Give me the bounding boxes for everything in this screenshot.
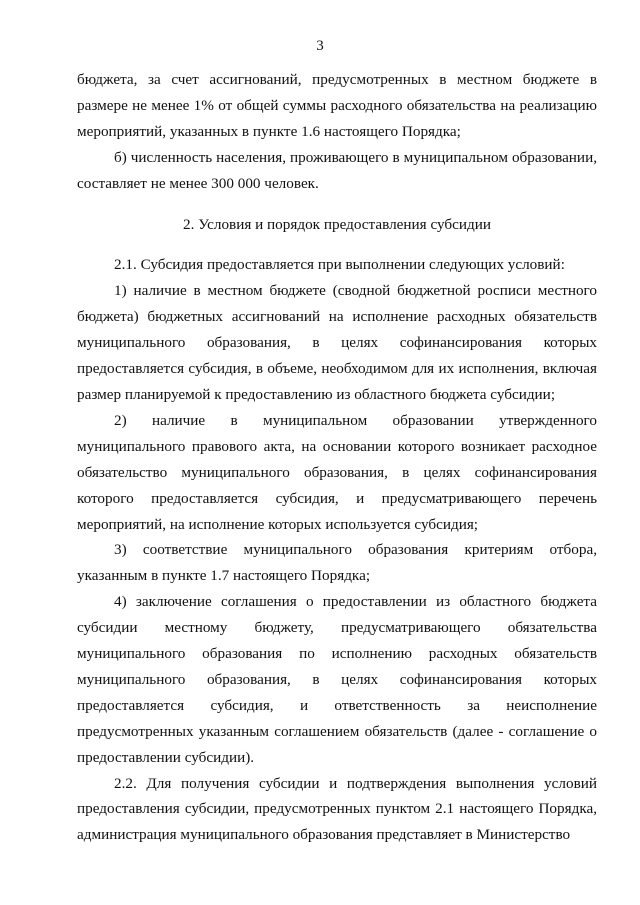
paragraph-condition-2: 2) наличие в муниципальном образовании утвержденного муниципального правового акта, на основании которого возникает расходное обязательство муниципального образования, в целях софинансирования которого предоставляется субсидия, и предусматривающего перечень мероприятий, на исполнение которых используется субсидия; — [77, 411, 597, 533]
paragraph-condition-1: 1) наличие в местном бюджете (сводной бюджетной росписи местного бюджета) бюджетных ассигнований на исполнение расходных обязательств муниципального образования, в целях софинансирования которых предоставляется субсидия, в объеме, необходимом для их исполнения, включая размер планируемой к предоставлению из областного бюджета субсидии; — [77, 282, 597, 403]
paragraph-2-2: 2.2. Для получения субсидии и подтверждения выполнения условий предоставления субсидии, предусмотренных пунктом 2.1 настоящего Порядка, администрация муниципального образования представляет в Министерство — [77, 774, 597, 844]
paragraph-continuation: бюджета, за счет ассигнований, предусмотренных в местном бюджете в размере не менее 1% от общей суммы расходного обязательства на реализацию мероприятий, указанных в пункте 1.6 настоящего Порядка; — [77, 71, 597, 140]
paragraph-2-1: 2.1. Субсидия предоставляется при выполнении следующих условий: — [114, 256, 565, 274]
paragraph-condition-3: 3) соответствие муниципального образования критериям отбора, указанным в пункте 1.7 настоящего Порядка; — [77, 541, 597, 585]
section-heading: 2. Условия и порядок предоставления субсидии — [183, 215, 491, 233]
document-body — [77, 67, 597, 848]
paragraph-condition-4: 4) заключение соглашения о предоставлении из областного бюджета субсидии местному бюджету, предусматривающего обязательства муниципального образования по исполнению расходных обязательств муниципального образования, в целях софинансирования которых предоставляется субсидия, и ответственность за неисполнение предусмотренных указанным соглашением обязательств (далее - соглашение о предоставлении субсидии). — [77, 593, 597, 766]
page-number: 3 — [316, 38, 324, 54]
paragraph-item-b: б) численность населения, проживающего в муниципальном образовании, составляет не менее 300 000 человек. — [77, 148, 597, 192]
